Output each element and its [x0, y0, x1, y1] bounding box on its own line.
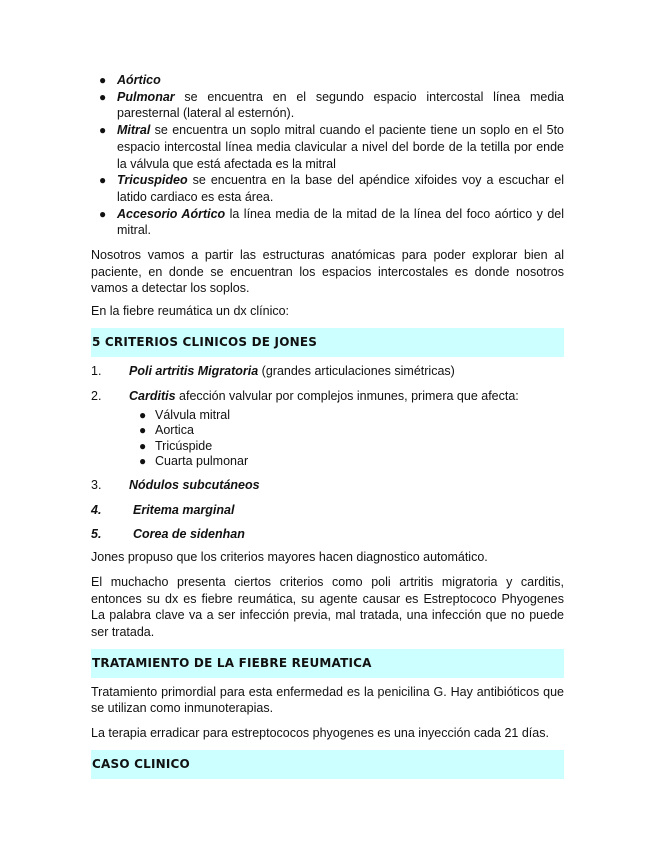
sub-item-text: Aortica — [155, 423, 194, 438]
paragraph-jones: Jones propuso que los criterios mayores hacen diagnostico automático. — [91, 550, 488, 565]
bullet-icon: ● — [99, 206, 107, 221]
focus-name: Accesorio Aórtico — [117, 206, 226, 221]
criteria-number: 2. — [91, 388, 102, 403]
criteria-name: Carditis — [129, 388, 176, 403]
list-item — [91, 408, 564, 423]
sub-item-text: Tricúspide — [155, 438, 213, 453]
bullet-icon: ● — [139, 438, 147, 453]
document-page — [91, 72, 564, 779]
criteria-number: 3. — [91, 478, 102, 493]
bullet-icon: ● — [139, 423, 147, 438]
focus-name: Aórtico — [117, 73, 161, 87]
list-item — [91, 72, 564, 89]
focus-name: Tricuspideo — [117, 173, 188, 188]
section-header-caso: CASO CLINICO — [91, 750, 564, 779]
criteria-name: Eritema marginal — [133, 502, 235, 517]
section-header-jones: 5 CRITERIOS CLINICOS DE JONES — [91, 328, 564, 357]
criteria-item — [91, 502, 564, 519]
list-item — [91, 206, 564, 239]
list-item — [91, 122, 564, 172]
focus-text: se encuentra en el segundo espacio intercostal línea media paresternal (lateral al esternón). — [117, 89, 564, 121]
criteria-text: (grandes articulaciones simétricas) — [258, 363, 455, 378]
paragraph-tratamiento: Tratamiento primordial para esta enfermedad es la penicilina G. Hay antibióticos que se utilizan como inmunoterapias. — [91, 684, 564, 716]
section-header-tratamiento: TRATAMIENTO DE LA FIEBRE REUMATICA — [91, 649, 564, 678]
bullet-icon: ● — [99, 173, 107, 188]
criteria-name: Corea de sidenhan — [133, 527, 245, 542]
foci-list — [91, 72, 564, 239]
list-item — [91, 423, 564, 438]
bullet-icon: ● — [139, 453, 147, 468]
focus-text: se encuentra en la base del apéndice xifoides voy a escuchar el latido cardiaco es esta área. — [117, 173, 564, 204]
criteria-text: afección valvular por complejos inmunes, primera que afecta: — [175, 388, 519, 403]
paragraph-fiebre: En la fiebre reumática un dx clínico: — [91, 304, 290, 319]
list-item — [91, 89, 564, 122]
bullet-icon: ● — [99, 123, 107, 138]
criteria-item — [91, 526, 564, 543]
bullet-icon: ● — [139, 408, 147, 423]
focus-name: Mitral — [117, 123, 151, 138]
criteria-number: 4. — [91, 502, 102, 517]
bullet-icon: ● — [99, 73, 107, 87]
paragraph-structures: Nosotros vamos a partir las estructuras anatómicas para poder explorar bien al paciente, en donde se encuentran los espacios intercostales es donde nosotros vamos a detectar los soplos. — [91, 248, 564, 296]
focus-text: la línea media de la mitad de la línea del foco aórtico y del mitral. — [117, 206, 565, 238]
paragraph-terapia: La terapia erradicar para estreptococos phyogenes es una inyección cada 21 días. — [91, 726, 549, 741]
sub-item-text: Cuarta pulmonar — [155, 453, 249, 468]
criteria-item — [91, 477, 564, 494]
sub-item-text: Válvula mitral — [155, 408, 231, 423]
criteria-number: 1. — [91, 363, 102, 378]
carditis-sublist — [91, 408, 564, 469]
list-item — [91, 439, 564, 454]
paragraph-muchacho: El muchacho presenta ciertos criterios como poli artritis migratoria y carditis, entonces su dx es fiebre reumática, su agente causar es Estreptococo Phyogenes La palabra clave va a ser infección previa, mal tratada, una infección que no puede ser tratada. — [91, 574, 564, 639]
criteria-item — [91, 363, 564, 380]
bullet-icon: ● — [99, 89, 107, 104]
criteria-name: Nódulos subcutáneos — [129, 478, 260, 493]
list-item — [91, 454, 564, 469]
focus-text: se encuentra un soplo mitral cuando el paciente tiene un soplo en el 5to espacio intercostal línea media clavicular a nivel del borde de la tetilla por ende la válvula que está afectada es la mitral — [117, 123, 564, 171]
criteria-name: Poli artritis Migratoria — [129, 363, 259, 378]
focus-name: Pulmonar — [117, 89, 175, 104]
criteria-number: 5. — [91, 527, 102, 542]
list-item — [91, 172, 564, 205]
criteria-item — [91, 388, 564, 405]
